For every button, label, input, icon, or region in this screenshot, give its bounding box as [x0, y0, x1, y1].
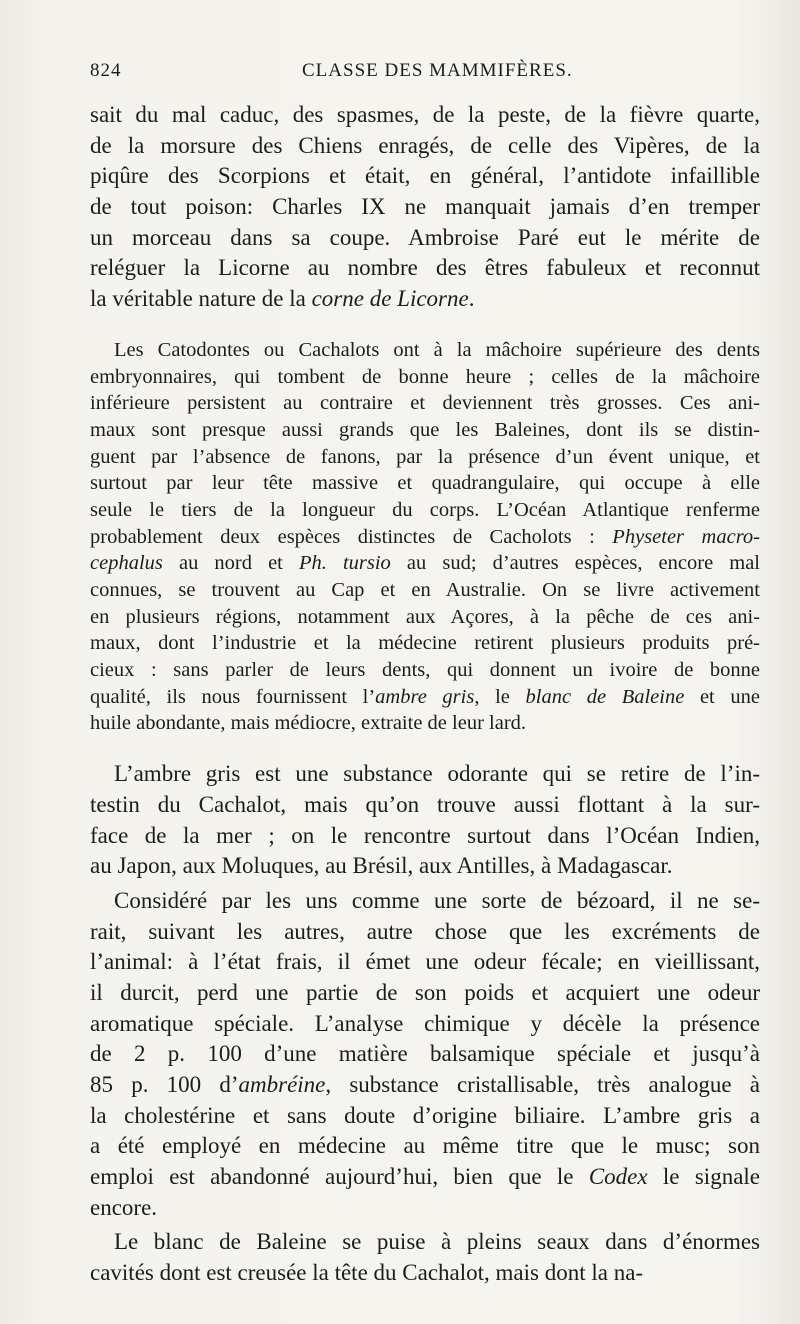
paragraph-ambre-gris [90, 759, 760, 882]
text-line [90, 790, 760, 821]
text-line [90, 524, 760, 551]
text-line [90, 497, 760, 524]
text-line [90, 253, 760, 284]
text-segment: Le blanc de Baleine se puise à pleins seaux dans d’énormes [114, 1229, 760, 1255]
text-line [90, 390, 760, 417]
text-line [90, 630, 760, 657]
text-segment: sait du mal caduc, des spasmes, de la peste, de la fièvre quarte, [90, 102, 760, 127]
text-segment: maux sont presque aussi grands que les Baleines, dont ils se distin- [90, 418, 760, 441]
text-line [90, 1131, 760, 1162]
text-line [90, 604, 760, 631]
italic-term: Codex [588, 1164, 648, 1190]
text-line [90, 947, 760, 978]
italic-term: corne de Licorne [311, 286, 469, 312]
italic-term: ambre gris [375, 685, 475, 708]
text-segment: de 2 p. 100 d’une matière balsamique spéciale et jusqu’à [90, 1041, 760, 1067]
text-segment: seule le tiers de la longueur du corps. L’Océan Atlantique renferme [90, 498, 760, 521]
text-line [90, 284, 760, 315]
text-segment: surtout par leur tête massive et quadrangulaire, qui occupe à elle [90, 472, 760, 495]
text-line [90, 223, 760, 254]
text-line [90, 657, 760, 684]
text-segment: probablement deux espèces distinctes de Cacholots : [90, 525, 613, 548]
text-line [90, 444, 760, 471]
text-segment: maux, dont l’industrie et la médecine retirent plusieurs produits pré- [90, 632, 760, 655]
text-segment: l’animal: à l’état frais, il émet une odeur fécale; en vieillissant, [90, 949, 760, 975]
text-segment: 85 p. 100 d’ [90, 1072, 239, 1097]
paragraph-catodontes [90, 337, 760, 737]
text-line [90, 886, 760, 917]
text-line [90, 131, 760, 162]
text-segment: L’ambre gris est une substance odorante qui se retire de l’in- [114, 761, 760, 787]
text-line [90, 1009, 760, 1040]
text-segment: aromatique spéciale. L’analyse chimique y décèle la présence [90, 1010, 760, 1036]
text-line [90, 1039, 760, 1070]
text-line [90, 577, 760, 604]
text-line [90, 759, 760, 790]
body-text [90, 100, 760, 1289]
text-line [90, 1193, 760, 1224]
text-line [90, 917, 760, 948]
text-line [90, 978, 760, 1009]
text-line [90, 1070, 760, 1101]
text-segment: la cholestérine et sans doute d’origine biliaire. L’ambre gris a [90, 1102, 760, 1128]
text-segment: en plusieurs régions, notamment aux Açores, à la pêche de ces ani- [90, 605, 760, 628]
text-segment: de tout poison: Charles IX ne manquait jamais d’en tremper [90, 194, 760, 220]
text-segment: au Japon, aux Moluques, au Brésil, aux Antilles, à Madagascar. [90, 853, 673, 879]
text-segment: au nord et [162, 552, 299, 575]
text-segment: encore. [90, 1194, 158, 1220]
paragraph-bezoard [90, 886, 760, 1224]
italic-term: Ph. tursio [298, 552, 391, 575]
text-segment: huile abondante, mais médiocre, extraite de leur lard. [90, 712, 527, 735]
text-segment: et une [684, 685, 760, 708]
text-line [90, 192, 760, 223]
text-line [90, 1258, 760, 1289]
text-segment: au sud; d’autres espèces, encore mal [390, 552, 760, 575]
text-segment: guent par l’absence de fanons, par la présence d’un évent unique, et [90, 445, 760, 468]
paragraph-licorne [90, 100, 760, 315]
text-line [90, 470, 760, 497]
text-line [90, 1101, 760, 1132]
text-segment: piqûre des Scorpions et était, en général, l’antidote infaillible [90, 163, 760, 189]
text-line [90, 100, 760, 131]
text-segment: emploi est abandonné aujourd’hui, bien que le [90, 1164, 589, 1190]
text-segment: rait, suivant les autres, autre chose que les excréments de [90, 918, 760, 944]
text-segment: Considéré par les uns comme une sorte de bézoard, il ne se- [114, 887, 760, 913]
text-segment: face de la mer ; on le rencontre surtout dans l’Océan Indien, [90, 822, 760, 848]
italic-term: ambréine [238, 1072, 326, 1097]
text-line [90, 1162, 760, 1193]
text-segment: a été employé en médecine au même titre que le musc; son [90, 1133, 760, 1159]
text-segment: embryonnaires, qui tombent de bonne heure ; celles de la mâchoire [90, 365, 760, 388]
running-head: CLASSE DES MAMMIFÈRES. [302, 60, 573, 81]
text-segment: qualité, ils nous fournissent l’ [90, 685, 376, 708]
text-segment: inférieure persistent au contraire et deviennent très grosses. Ces ani- [90, 392, 760, 415]
text-line [90, 821, 760, 852]
text-segment: cavités dont est creusée la tête du Cachalot, mais dont la na- [90, 1260, 644, 1286]
paragraph-blanc-de-baleine [90, 1227, 760, 1288]
text-segment: de la morsure des Chiens enragés, de celle des Vipères, de la [90, 132, 760, 158]
text-line [90, 161, 760, 192]
page-number: 824 [90, 60, 122, 81]
text-segment: , substance cristallisable, très analogue à [325, 1072, 760, 1097]
text-segment: il durcit, perd une partie de son poids et acquiert une odeur [90, 979, 760, 1005]
italic-term: Physeter macro- [612, 525, 760, 548]
text-line [90, 851, 760, 882]
text-segment: , le [474, 685, 526, 708]
text-segment: reléguer la Licorne au nombre des êtres fabuleux et reconnut [90, 255, 760, 281]
text-line [90, 684, 760, 711]
text-line [90, 417, 760, 444]
text-segment: un morceau dans sa coupe. Ambroise Paré eut le mérite de [90, 224, 760, 250]
text-line [90, 550, 760, 577]
italic-term: cephalus [90, 552, 163, 575]
text-segment: cieux : sans parler de leurs dents, qui donnent un ivoire de bonne [90, 659, 760, 682]
text-line [90, 1227, 760, 1258]
text-segment: . [468, 286, 475, 312]
text-segment: Les Catodontes ou Cachalots ont à la mâchoire supérieure des dents [114, 338, 760, 361]
text-segment: connues, se trouvent au Cap et en Australie. On se livre activement [90, 579, 760, 601]
text-line [90, 710, 760, 737]
text-segment: testin du Cachalot, mais qu’on trouve aussi flottant à la sur- [90, 791, 760, 817]
text-line [90, 337, 760, 364]
page-header [90, 60, 760, 90]
text-line [90, 364, 760, 391]
text-segment: la véritable nature de la [90, 286, 312, 312]
italic-term: blanc de Baleine [525, 685, 685, 708]
text-segment: le signale [647, 1164, 760, 1190]
